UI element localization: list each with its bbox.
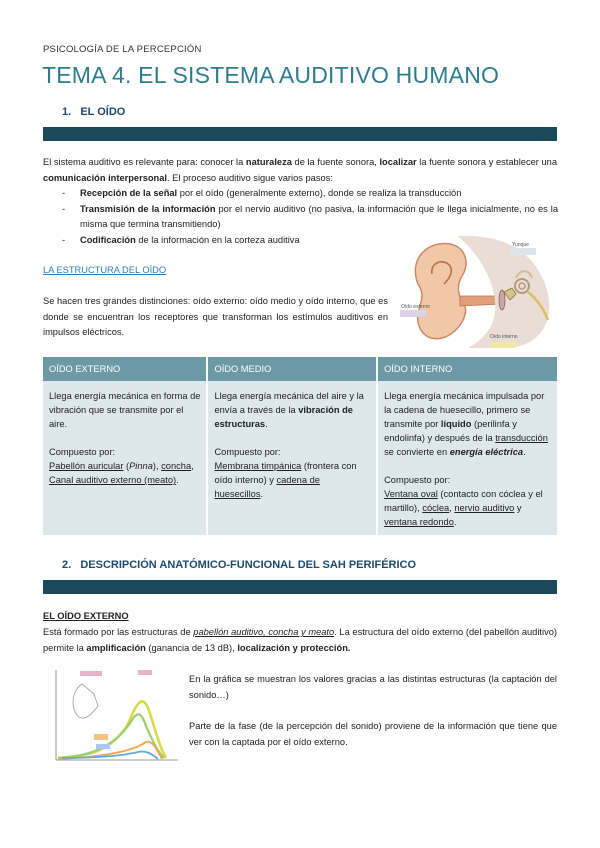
course-header: PSICOLOGÍA DE LA PERCEPCIÓN [43, 44, 202, 55]
table-cell-interno: Llega energía mecánica impulsada por la cadena de huesecillo, primero se transmite por líquido (perilinfa y endolinfa) y después de la transducción se convierte en energía eléctrica. Compuesto por: Ventana oval (contacto con cóclea y el martillo), cóclea, nervio auditivo y ventana redondo. [377, 381, 557, 535]
structure-paragraph: Se hacen tres grandes distinciones: oído externo: oído medio y oído interno, que es donde se encuentran los receptores que transforman los estímulos auditivos en impulsos eléctricos. [43, 296, 388, 337]
amplification-graph-image [42, 664, 182, 772]
page-title: TEMA 4. EL SISTEMA AUDITIVO HUMANO [42, 62, 500, 88]
section-bar [43, 580, 557, 594]
table-cell-medio: Llega energía mecánica del aire y la envía a través de la vibración de estructuras. Compuesto por: Membrana timpánica (frontera con oído interno) y cadena de huesecillos. [207, 381, 377, 535]
ear-label-bottom: Oído interno [490, 334, 518, 340]
list-item: - Recepción de la señal por el oído (generalmente externo), donde se realiza la transducción [62, 188, 462, 198]
ear-label-mid: Oído externo [401, 304, 430, 310]
graph-description: En la gráfica se muestran los valores gracias a las distintas estructuras (la captación del sonido…) [189, 674, 557, 700]
table-header-cell: OÍDO EXTERNO [43, 357, 207, 381]
ear-parts-table [43, 357, 557, 535]
table-header-row [43, 357, 557, 381]
section-bar [43, 127, 557, 141]
list-item: - Transmisión de la información por el nervio auditivo (no pasiva, la información que le llega inicialmente, no es la misma que termina transmitiendo) [62, 203, 558, 229]
list-item: - Codificación de la información en la corteza auditiva [62, 234, 300, 245]
intro-paragraph: El sistema auditivo es relevante para: conocer la naturaleza de la fuente sonora, localizar la fuente sonora y establecer una comunicación interpersonal. El proceso auditivo sigue varios pasos: [43, 157, 557, 183]
structure-heading: LA ESTRUCTURA DEL OÍDO [43, 265, 167, 275]
table-cell-externo: Llega energía mecánica en forma de vibración que se transmite por el aire. Compuesto por: Pabellón auricular (Pinna), concha, Canal auditivo externo (meato). [43, 381, 207, 535]
phase-paragraph: Parte de la fase (de la percepción del sonido) proviene de la información que tiene que ver con la captada por el oído externo. [189, 721, 557, 747]
ear-anatomy-image [398, 234, 560, 350]
subsection-heading: EL OÍDO EXTERNO [43, 611, 129, 621]
section-heading-sah: 2. DESCRIPCIÓN ANATÓMICO-FUNCIONAL DEL SAH PERIFÉRICO [62, 559, 417, 571]
ear-label-top: Yunque [512, 242, 529, 248]
section-heading-oido: 1. EL OÍDO [62, 106, 126, 118]
table-header-cell: OÍDO MEDIO [207, 357, 377, 381]
table-header-cell: OÍDO INTERNO [377, 357, 557, 381]
external-ear-paragraph: Está formado por las estructuras de pabellón auditivo, concha y meato. La estructura del oído externo (del pabellón auditivo) permite la amplificación (ganancia de 13 dB), localización y protección. [43, 627, 557, 653]
table-row [43, 381, 557, 535]
